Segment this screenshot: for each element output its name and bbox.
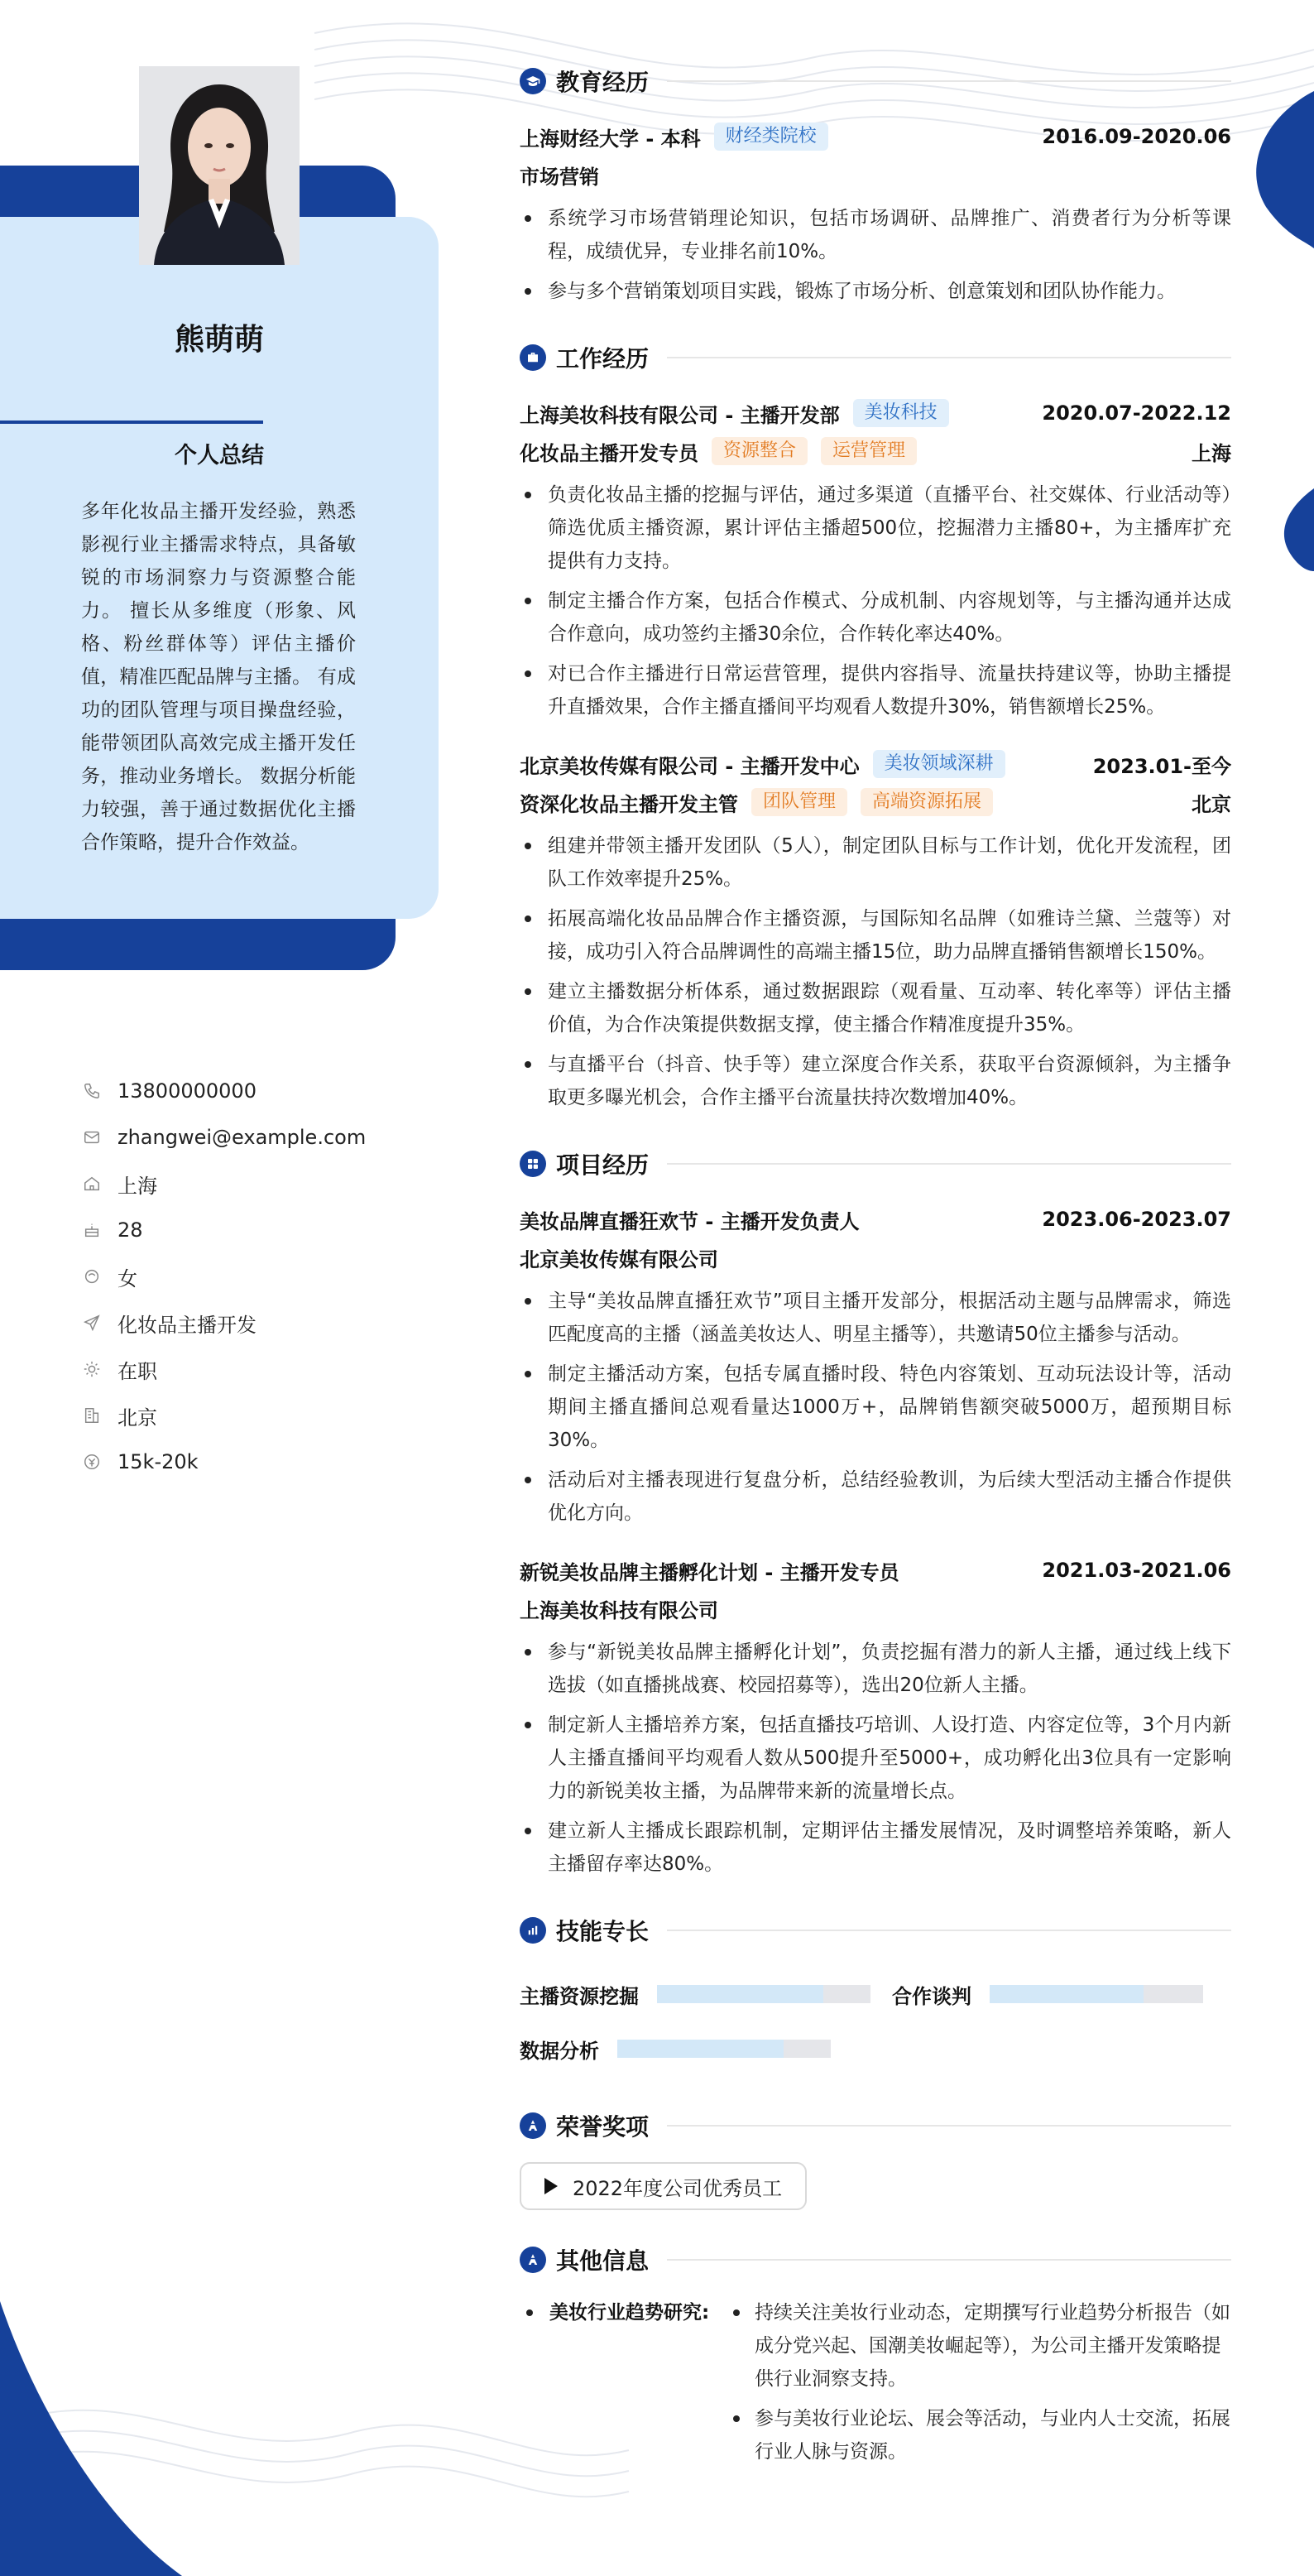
education-row <box>520 118 1231 156</box>
honors-section <box>520 2107 1231 2210</box>
skill-fill <box>990 1985 1144 2003</box>
role-tag: 高端资源拓展 <box>861 788 993 816</box>
status-icon <box>81 1358 103 1380</box>
company-tag: 美妆科技 <box>853 399 949 427</box>
mail-icon <box>81 1127 103 1148</box>
list-item: 活动后对主播表现进行复盘分析，总结经验教训，为后续大型活动主播合作提供优化方向。 <box>520 1463 1231 1530</box>
list-item: 参与“新锐美妆品牌主播孵化计划”，负责挖掘有潜力的新人主播，通过线上线下选拔（如直播挑战赛、校园招募等），选出20位新人主播。 <box>520 1636 1231 1702</box>
section-divider <box>667 2125 1231 2127</box>
send-icon <box>81 1312 103 1334</box>
project-1-name-row <box>520 1200 1231 1238</box>
summary-divider <box>0 421 263 424</box>
education-date: 2016.09-2020.06 <box>1042 125 1231 148</box>
skill-name: 主播资源挖掘 <box>520 1984 639 2008</box>
role-tag: 运营管理 <box>821 437 917 465</box>
graduation-cap-icon <box>520 68 546 94</box>
list-item: 持续关注美妆行业动态，定期撰写行业趋势分析报告（如成分党兴起、国潮美妆崛起等），为公司主播开发策略提供行业洞察支持。 <box>727 2296 1231 2396</box>
project-bullets <box>520 1636 1231 1881</box>
job-role: 化妆品主播开发专员 <box>520 441 698 465</box>
skill-bar <box>990 1985 1203 2003</box>
other-title: 其他信息 <box>556 2247 650 2275</box>
project-2-name-row <box>520 1551 1231 1589</box>
info-phone <box>81 1068 366 1114</box>
skills-header <box>520 1912 1231 1949</box>
school-name: 上海财经大学 - 本科 <box>520 127 701 151</box>
award-badge <box>520 2162 807 2210</box>
honors-header <box>520 2107 1231 2144</box>
location-text: 上海 <box>117 1174 157 1198</box>
section-divider <box>667 2259 1231 2261</box>
skill-bar <box>617 2040 831 2058</box>
honors-title: 荣誉奖项 <box>556 2113 650 2141</box>
education-section <box>520 63 1231 308</box>
work-title: 工作经历 <box>556 345 650 372</box>
email-text: zhangwei@example.com <box>117 1126 367 1149</box>
project-date: 2023.06-2023.07 <box>1042 1208 1231 1231</box>
info-target-city <box>81 1392 366 1439</box>
project-name: 美妆品牌直播狂欢节 - 主播开发负责人 <box>520 1209 860 1233</box>
projects-header <box>520 1146 1231 1182</box>
skills-section <box>520 1912 1231 2076</box>
other-bullets <box>727 2296 1231 2475</box>
main-content <box>520 63 1231 2506</box>
skill-bar <box>657 1985 870 2003</box>
info-target-job <box>81 1300 366 1346</box>
summary-title: 个人总结 <box>175 443 264 469</box>
education-title: 教育经历 <box>556 69 650 96</box>
job-1-role-left <box>520 437 917 466</box>
salary-icon <box>81 1451 103 1473</box>
salary-text: 15k-20k <box>117 1450 199 1473</box>
work-header <box>520 339 1231 376</box>
info-location <box>81 1161 366 1207</box>
job-bullets <box>520 829 1231 1114</box>
major-name: 市场营销 <box>520 165 599 189</box>
job-2-company-row <box>520 745 1231 783</box>
other-label: 美妆行业趋势研究: <box>520 2296 727 2475</box>
list-item: 参与多个营销策划项目实践，锻炼了市场分析、创意策划和团队协作能力。 <box>520 275 1231 308</box>
play-icon <box>544 2178 558 2194</box>
contact-info-list <box>81 1068 366 1485</box>
job-1-company-row <box>520 394 1231 432</box>
target-city-text: 北京 <box>117 1406 157 1430</box>
other-entry <box>520 2296 1231 2475</box>
section-divider <box>667 80 1231 82</box>
skills-title: 技能专长 <box>556 1918 650 1945</box>
project-date: 2021.03-2021.06 <box>1042 1559 1231 1582</box>
other-header <box>520 2242 1231 2278</box>
job-1-company-left <box>520 399 949 428</box>
job-2-role-row <box>520 783 1231 821</box>
skill-fill <box>657 1985 823 2003</box>
list-item: 制定新人主播培养方案，包括直播技巧培训、人设打造、内容定位等，3个月内新人主播直播间平均观看人数从500提升至5000+，成功孵化出3位具有一定影响力的新锐美妆主播，为品牌带来新的流量增长点。 <box>520 1709 1231 1808</box>
role-tag: 团队管理 <box>751 788 847 816</box>
list-item: 拓展高端化妆品品牌合作主播资源，与国际知名品牌（如雅诗兰黛、兰蔻等）对接，成功引入符合品牌调性的高端主播15位，助力品牌直播销售额增长150%。 <box>520 902 1231 968</box>
cake-icon <box>81 1219 103 1241</box>
info-icon <box>520 2247 546 2273</box>
briefcase-icon <box>520 344 546 371</box>
project-bullets <box>520 1285 1231 1530</box>
job-2-role-left <box>520 788 993 817</box>
job-role: 资深化妆品主播开发主管 <box>520 792 738 816</box>
job-bullets <box>520 478 1231 723</box>
award-icon <box>520 2112 546 2139</box>
info-age <box>81 1207 366 1253</box>
job-entry-1 <box>520 394 1231 723</box>
education-entry <box>520 118 1231 308</box>
job-city: 上海 <box>1192 441 1231 465</box>
info-email <box>81 1114 366 1161</box>
project-2-org-row <box>520 1589 1231 1627</box>
info-salary <box>81 1439 366 1485</box>
list-item: 与直播平台（抖音、快手等）建立深度合作关系，获取平台资源倾斜，为主播争取更多曝光机会，合作主播平台流量扶持次数增加40%。 <box>520 1048 1231 1114</box>
work-section <box>520 339 1231 1114</box>
grid-icon <box>520 1151 546 1177</box>
skill-item <box>520 2035 831 2064</box>
avatar <box>139 66 300 265</box>
skill-item <box>892 1980 1203 2009</box>
project-1-org-row <box>520 1238 1231 1276</box>
list-item: 建立新人主播成长跟踪机制，定期评估主播发展情况，及时调整培养策略，新人主播留存率达80%。 <box>520 1814 1231 1881</box>
projects-section <box>520 1146 1231 1881</box>
education-bullets <box>520 202 1231 308</box>
award-text: 2022年度公司优秀员工 <box>573 2176 783 2200</box>
profile-name: 熊萌萌 <box>174 323 264 357</box>
list-item: 组建并带领主播开发团队（5人），制定团队目标与工作计划，优化开发流程，团队工作效率提升25%。 <box>520 829 1231 896</box>
job-city: 北京 <box>1192 792 1231 816</box>
list-item: 对已合作主播进行日常运营管理，提供内容指导、流量扶持建议等，协助主播提升直播效果，合作主播直播间平均观看人数提升30%，销售额增长25%。 <box>520 657 1231 723</box>
info-status <box>81 1346 366 1392</box>
project-org: 上海美妆科技有限公司 <box>520 1598 718 1622</box>
building-icon <box>81 1405 103 1426</box>
list-item: 负责化妆品主播的挖掘与评估，通过多渠道（直播平台、社交媒体、行业活动等）筛选优质主播资源，累计评估主播超500位，挖掘潜力主播80+，为主播库扩充提供有力支持。 <box>520 478 1231 578</box>
gender-text: 女 <box>117 1266 137 1290</box>
role-tag: 资源整合 <box>712 437 808 465</box>
target-job-text: 化妆品主播开发 <box>117 1313 257 1337</box>
skills-row-1 <box>520 1967 1231 2021</box>
list-item: 系统学习市场营销理论知识，包括市场调研、品牌推广、消费者行为分析等课程，成绩优异，专业排名前10%。 <box>520 202 1231 268</box>
project-org: 北京美妆传媒有限公司 <box>520 1247 718 1271</box>
list-item: 制定主播合作方案，包括合作模式、分成机制、内容规划等，与主播沟通并达成合作意向，成功签约主播30余位，合作转化率达40%。 <box>520 584 1231 651</box>
list-item: 制定主播活动方案，包括专属直播时段、特色内容策划、互动玩法设计等，活动期间主播直播间总观看量达1000万+，品牌销售额突破5000万，超预期目标30%。 <box>520 1358 1231 1457</box>
gender-icon <box>81 1266 103 1287</box>
job-date: 2023.01-至今 <box>1092 754 1231 778</box>
summary-text: 多年化妆品主播开发经验，熟悉影视行业主播需求特点，具备敏锐的市场洞察力与资源整合能力。 擅长从多维度（形象、风格、粉丝群体等）评估主播价值，精准匹配品牌与主播。 有成功的团队管理与项目操盘经验，能带领团队高效完成主播开发任务，推动业务增长。 数据分析能力较强，善于通过数据优化主播合作策略，提升合作效益。 <box>81 501 356 853</box>
job-date: 2020.07-2022.12 <box>1042 401 1231 425</box>
skills-row-2 <box>520 2021 1231 2076</box>
skill-item <box>520 1980 870 2009</box>
school-tag: 财经类院校 <box>714 123 828 151</box>
project-entry-2 <box>520 1551 1231 1881</box>
job-2-company-left <box>520 750 1005 779</box>
section-divider <box>667 1163 1231 1165</box>
section-divider <box>667 357 1231 358</box>
education-row-left <box>520 123 828 151</box>
home-icon <box>81 1173 103 1194</box>
portrait-image <box>139 66 300 265</box>
company-name: 北京美妆传媒有限公司 - 主播开发中心 <box>520 754 860 778</box>
projects-title: 项目经历 <box>556 1151 650 1179</box>
section-divider <box>667 1930 1231 1931</box>
list-item: 主导“美妆品牌直播狂欢节”项目主播开发部分，根据活动主题与品牌需求，筛选匹配度高的主播（涵盖美妆达人、明星主播等），共邀请50位主播参与活动。 <box>520 1285 1231 1351</box>
list-item: 建立主播数据分析体系，通过数据跟踪（观看量、互动率、转化率等）评估主播价值，为合作决策提供数据支撑，使主播合作精准度提升35%。 <box>520 975 1231 1041</box>
skill-fill <box>617 2040 784 2058</box>
list-item: 参与美妆行业论坛、展会等活动，与业内人士交流，拓展行业人脉与资源。 <box>727 2402 1231 2468</box>
phone-icon <box>81 1080 103 1102</box>
job-1-role-row <box>520 432 1231 470</box>
info-gender <box>81 1253 366 1300</box>
bar-chart-icon <box>520 1917 546 1944</box>
skill-name: 数据分析 <box>520 2039 599 2063</box>
other-section <box>520 2242 1231 2475</box>
age-text: 28 <box>117 1218 143 1242</box>
project-name: 新锐美妆品牌主播孵化计划 - 主播开发专员 <box>520 1560 899 1584</box>
education-header <box>520 63 1231 99</box>
phone-text: 13800000000 <box>117 1079 257 1103</box>
company-name: 上海美妆科技有限公司 - 主播开发部 <box>520 403 840 427</box>
skill-name: 合作谈判 <box>892 1984 971 2008</box>
major-row <box>520 156 1231 194</box>
project-entry-1 <box>520 1200 1231 1530</box>
sidebar <box>0 0 447 2576</box>
company-tag: 美妆领域深耕 <box>873 750 1005 778</box>
job-entry-2 <box>520 745 1231 1114</box>
status-text: 在职 <box>117 1359 157 1383</box>
